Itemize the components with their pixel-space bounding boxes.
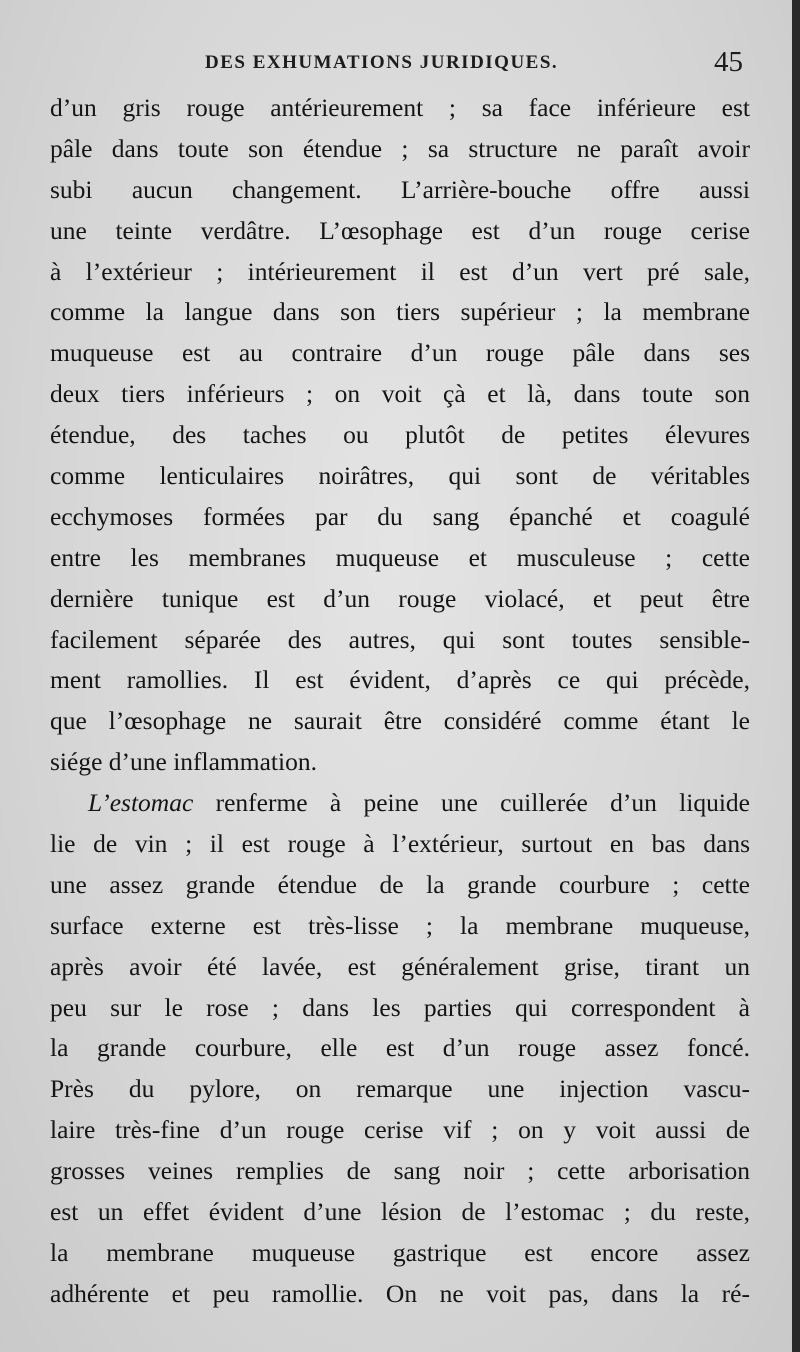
text-line-first xyxy=(50,783,750,824)
text-line: ment ramollies. Il est évident, d’après ce qui précède, xyxy=(50,665,750,695)
page-edge-shadow xyxy=(792,0,800,1352)
text-line: facilement séparée des autres, qui sont toutes sensible- xyxy=(50,624,750,654)
text-line: une assez grande étendue de la grande courbure ; cette xyxy=(50,869,750,899)
text-line: Près du pylore, on remarque une injection vascu- xyxy=(50,1074,750,1104)
text-line: subi aucun changement. L’arrière-bouche offre aussi xyxy=(50,174,750,204)
text-line: dernière tunique est d’un rouge violacé, et peut être xyxy=(50,583,750,613)
text-line: adhérente et peu ramollie. On ne voit pas, dans la ré- xyxy=(50,1278,750,1308)
text-line: ecchymoses formées par du sang épanché et coagulé xyxy=(50,501,750,531)
italic-term: L’estomac xyxy=(88,788,194,818)
text-line: la grande courbure, elle est d’un rouge assez foncé. xyxy=(50,1033,750,1063)
running-title: DES EXHUMATIONS JURIDIQUES. xyxy=(205,52,559,73)
text-line: entre les membranes muqueuse et musculeuse ; cette xyxy=(50,542,750,572)
page-number: 45 xyxy=(714,46,743,78)
text-line: grosses veines remplies de sang noir ; cette arborisation xyxy=(50,1156,750,1186)
paragraph-2 xyxy=(50,783,750,1315)
text-line: surface externe est très-lisse ; la membrane muqueuse, xyxy=(50,910,750,940)
text-line: comme la langue dans son tiers supérieur ; la membrane xyxy=(50,297,750,327)
text-line: siége d’une inflammation. xyxy=(50,747,317,777)
text-line: est un effet évident d’une lésion de l’estomac ; du reste, xyxy=(50,1197,750,1227)
text-line: lie de vin ; il est rouge à l’extérieur, surtout en bas dans xyxy=(50,829,750,859)
text-line: que l’œsophage ne saurait être considéré comme étant le xyxy=(50,706,750,736)
text-line: comme lenticulaires noirâtres, qui sont de véritables xyxy=(50,461,750,491)
body-text xyxy=(50,88,750,1315)
text-line: muqueuse est au contraire d’un rouge pâle dans ses xyxy=(50,338,750,368)
text-line: laire très-fine d’un rouge cerise vif ; on y voit aussi de xyxy=(50,1115,750,1145)
running-head xyxy=(0,46,792,86)
text-line: deux tiers inférieurs ; on voit çà et là, dans toute son xyxy=(50,379,750,409)
text-line: pâle dans toute son étendue ; sa structure ne paraît avoir xyxy=(50,133,750,163)
text-line: à l’extérieur ; intérieurement il est d’un vert pré sale, xyxy=(50,256,750,286)
text-line: une teinte verdâtre. L’œsophage est d’un rouge cerise xyxy=(50,215,750,245)
text-line: peu sur le rose ; dans les parties qui correspondent à xyxy=(50,992,750,1022)
text-line: la membrane muqueuse gastrique est encore assez xyxy=(50,1237,750,1267)
text-line: après avoir été lavée, est généralement grise, tirant un xyxy=(50,951,750,981)
text-fragment: renferme à peine une cuillerée d’un liquide xyxy=(193,788,750,818)
paragraph-1 xyxy=(50,88,750,783)
text-line: d’un gris rouge antérieurement ; sa face inférieure est xyxy=(50,93,750,122)
text-line: étendue, des taches ou plutôt de petites élevures xyxy=(50,420,750,450)
